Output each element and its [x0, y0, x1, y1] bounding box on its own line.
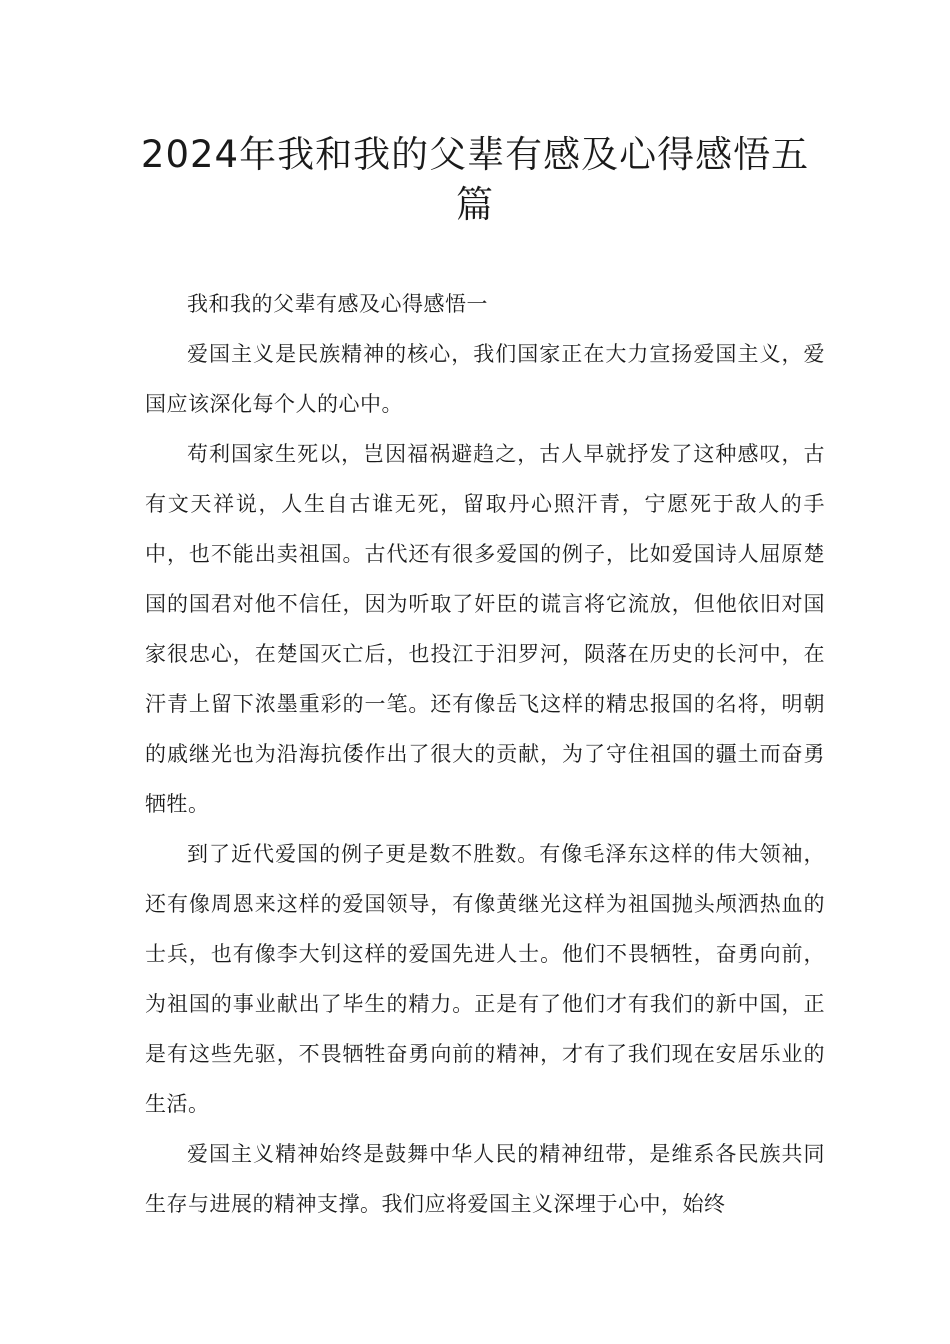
paragraph: 爱国主义是民族精神的核心，我们国家正在大力宣扬爱国主义，爱国应该深化每个人的心中。 — [145, 342, 825, 416]
paragraph: 爱国主义精神始终是鼓舞中华人民的精神纽带，是维系各民族共同生存与进展的精神支撑。我们应将爱国主义深埋于心中，始终 — [145, 1142, 825, 1216]
document-title: 2024年我和我的父辈有感及心得感悟五篇 — [140, 133, 810, 226]
paragraph: 苟利国家生死以，岂因福祸避趋之，古人早就抒发了这种感叹，古有文天祥说，人生自古谁无死，留取丹心照汗青，宁愿死于敌人的手中，也不能出卖祖国。古代还有很多爱国的例子，比如爱国诗人屈原楚国的国君对他不信任，因为听取了奸臣的谎言将它流放，但他依旧对国家很忠心，在楚国灭亡后，也投江于汨罗河，陨落在历史的长河中，在汗青上留下浓墨重彩的一笔。还有像岳飞这样的精忠报国的名将，明朝的戚继光也为沿海抗倭作出了很大的贡献，为了守住祖国的疆土而奋勇牺牲。 — [145, 442, 825, 816]
paragraph: 到了近代爱国的例子更是数不胜数。有像毛泽东这样的伟大领袖，还有像周恩来这样的爱国领导，有像黄继光这样为祖国抛头颅洒热血的士兵，也有像李大钊这样的爱国先进人士。他们不畏牺牲，奋勇向前，为祖国的事业献出了毕生的精力。正是有了他们才有我们的新中国，正是有这些先驱，不畏牺牲奋勇向前的精神，才有了我们现在安居乐业的生活。 — [145, 842, 825, 1116]
document-body — [145, 279, 825, 1229]
section-heading: 我和我的父辈有感及心得感悟一 — [187, 292, 488, 316]
